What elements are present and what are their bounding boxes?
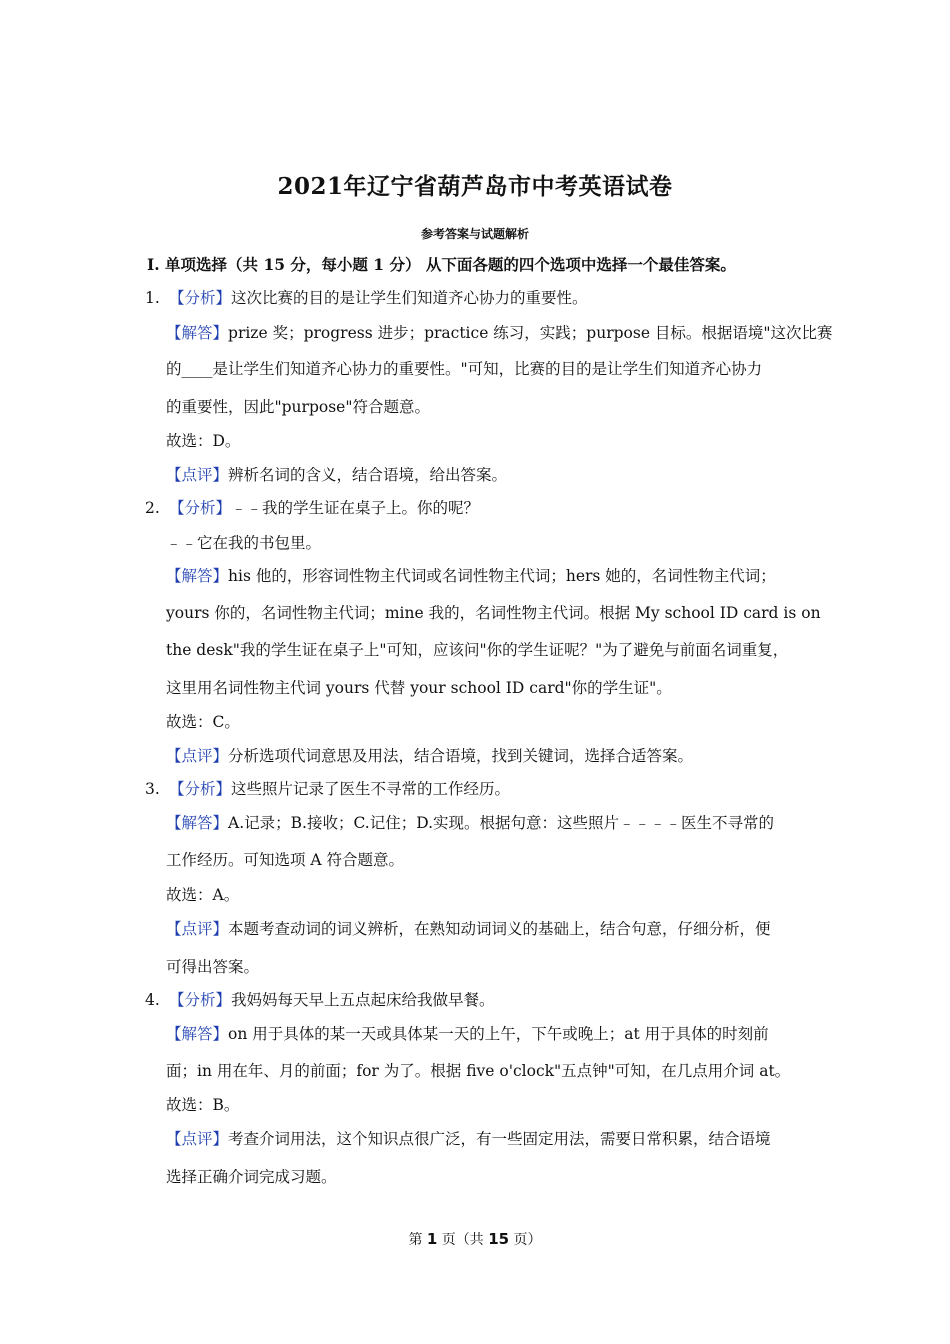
- question-1-choice: 故选：D。: [166, 432, 241, 450]
- question-4-comment: [166, 1129, 771, 1149]
- answer-text: on 用于具体的某一天或具体某一天的上午，下午或晚上；at 用于具体的时刻前: [228, 1025, 769, 1043]
- comment-text: 辨析名词的含义，结合语境，给出答案。: [228, 466, 508, 484]
- comment-text: 考查介词用法，这个知识点很广泛，有一些固定用法，需要日常积累，结合语境: [228, 1130, 771, 1148]
- question-4-choice: 故选：B。: [166, 1096, 240, 1114]
- question-4-answer-line: 面；in 用在年、月的前面；for 为了。根据 five o'clock"五点钟"可知，在几点用介词 at。: [166, 1062, 791, 1080]
- question-number: 2.: [145, 499, 160, 517]
- question-4-answer-line: [166, 1024, 769, 1044]
- question-1-answer-line: [166, 323, 833, 343]
- question-1-comment: [166, 465, 507, 485]
- answer-tag: 【解答】: [166, 324, 229, 342]
- footer-suffix: 页）: [509, 1232, 542, 1248]
- section-heading: Ⅰ. 单项选择（共 15 分，每小题 1 分） 从下面各题的四个选项中选择一个最佳答案。: [147, 255, 736, 274]
- question-number: 4.: [145, 991, 160, 1009]
- question-1-answer-line: 的____是让学生们知道齐心协力的重要性。"可知，比赛的目的是让学生们知道齐心协力: [166, 360, 763, 378]
- answer-text: A.记录；B.接收；C.记住；D.实现。根据句意：这些照片﹣﹣﹣﹣医生不寻常的: [228, 814, 774, 832]
- question-2-choice: 故选：C。: [166, 713, 240, 731]
- comment-tag: 【点评】: [166, 920, 229, 938]
- page-footer: [0, 1229, 950, 1249]
- question-3-answer-line: [166, 813, 774, 833]
- question-4-comment-line: 选择正确介词完成习题。: [166, 1168, 337, 1186]
- question-2-analysis-extra: ﹣﹣它在我的书包里。: [166, 534, 322, 552]
- answer-tag: 【解答】: [166, 814, 229, 832]
- comment-tag: 【点评】: [166, 466, 229, 484]
- comment-text: 本题考查动词的词义辨析，在熟知动词词义的基础上，结合句意，仔细分析，便: [228, 920, 771, 938]
- answer-text: his 他的，形容词性物主代词或名词性物主代词；hers 她的，名词性物主代词；: [228, 567, 776, 585]
- question-3-comment-line: 可得出答案。: [166, 958, 260, 976]
- answer-tag: 【解答】: [166, 567, 229, 585]
- question-3-choice: 故选：A。: [166, 886, 240, 904]
- question-2-answer-line: yours 你的，名词性物主代词；mine 我的，名词性物主代词。根据 My school ID card is on: [166, 604, 821, 622]
- footer-total-pages: 15: [488, 1230, 510, 1248]
- analysis-text: 这次比赛的目的是让学生们知道齐心协力的重要性。: [231, 289, 588, 307]
- answer-tag: 【解答】: [166, 1025, 229, 1043]
- question-2-analysis: [145, 498, 479, 518]
- answer-text: prize 奖；progress 进步；practice 练习，实践；purpose 目标。根据语境"这次比赛: [228, 324, 833, 342]
- question-number: 1.: [145, 289, 160, 307]
- analysis-tag: 【分析】: [169, 780, 232, 798]
- analysis-text: ﹣﹣我的学生证在桌子上。你的呢？: [231, 499, 480, 517]
- footer-prefix: 第: [408, 1232, 427, 1248]
- comment-tag: 【点评】: [166, 747, 229, 765]
- question-3-comment: [166, 919, 771, 939]
- question-1-analysis: [145, 288, 588, 308]
- analysis-tag: 【分析】: [169, 991, 232, 1009]
- question-1-answer-line: 的重要性，因此"purpose"符合题意。: [166, 398, 430, 416]
- analysis-text: 这些照片记录了医生不寻常的工作经历。: [231, 780, 511, 798]
- comment-tag: 【点评】: [166, 1130, 229, 1148]
- document-subtitle: 参考答案与试题解析: [420, 227, 529, 241]
- analysis-tag: 【分析】: [169, 289, 232, 307]
- footer-middle: 页（共: [437, 1232, 489, 1248]
- document-title: 2021年辽宁省葫芦岛市中考英语试卷: [277, 173, 673, 200]
- footer-page-number: 1: [426, 1230, 438, 1248]
- comment-text: 分析选项代词意思及用法，结合语境，找到关键词，选择合适答案。: [228, 747, 694, 765]
- question-2-answer-line: the desk"我的学生证在桌子上"可知，应该问"你的学生证呢？"为了避免与前面名词重复，: [166, 641, 789, 659]
- analysis-text: 我妈妈每天早上五点起床给我做早餐。: [231, 991, 495, 1009]
- question-2-answer-line: 这里用名词性物主代词 yours 代替 your school ID card"你的学生证"。: [166, 679, 672, 697]
- question-2-answer-line: [166, 566, 776, 586]
- question-3-answer-line: 工作经历。可知选项 A 符合题意。: [166, 851, 405, 869]
- analysis-tag: 【分析】: [169, 499, 232, 517]
- question-2-comment: [166, 746, 693, 766]
- question-4-analysis: [145, 990, 495, 1010]
- question-3-analysis: [145, 779, 510, 799]
- question-number: 3.: [145, 780, 160, 798]
